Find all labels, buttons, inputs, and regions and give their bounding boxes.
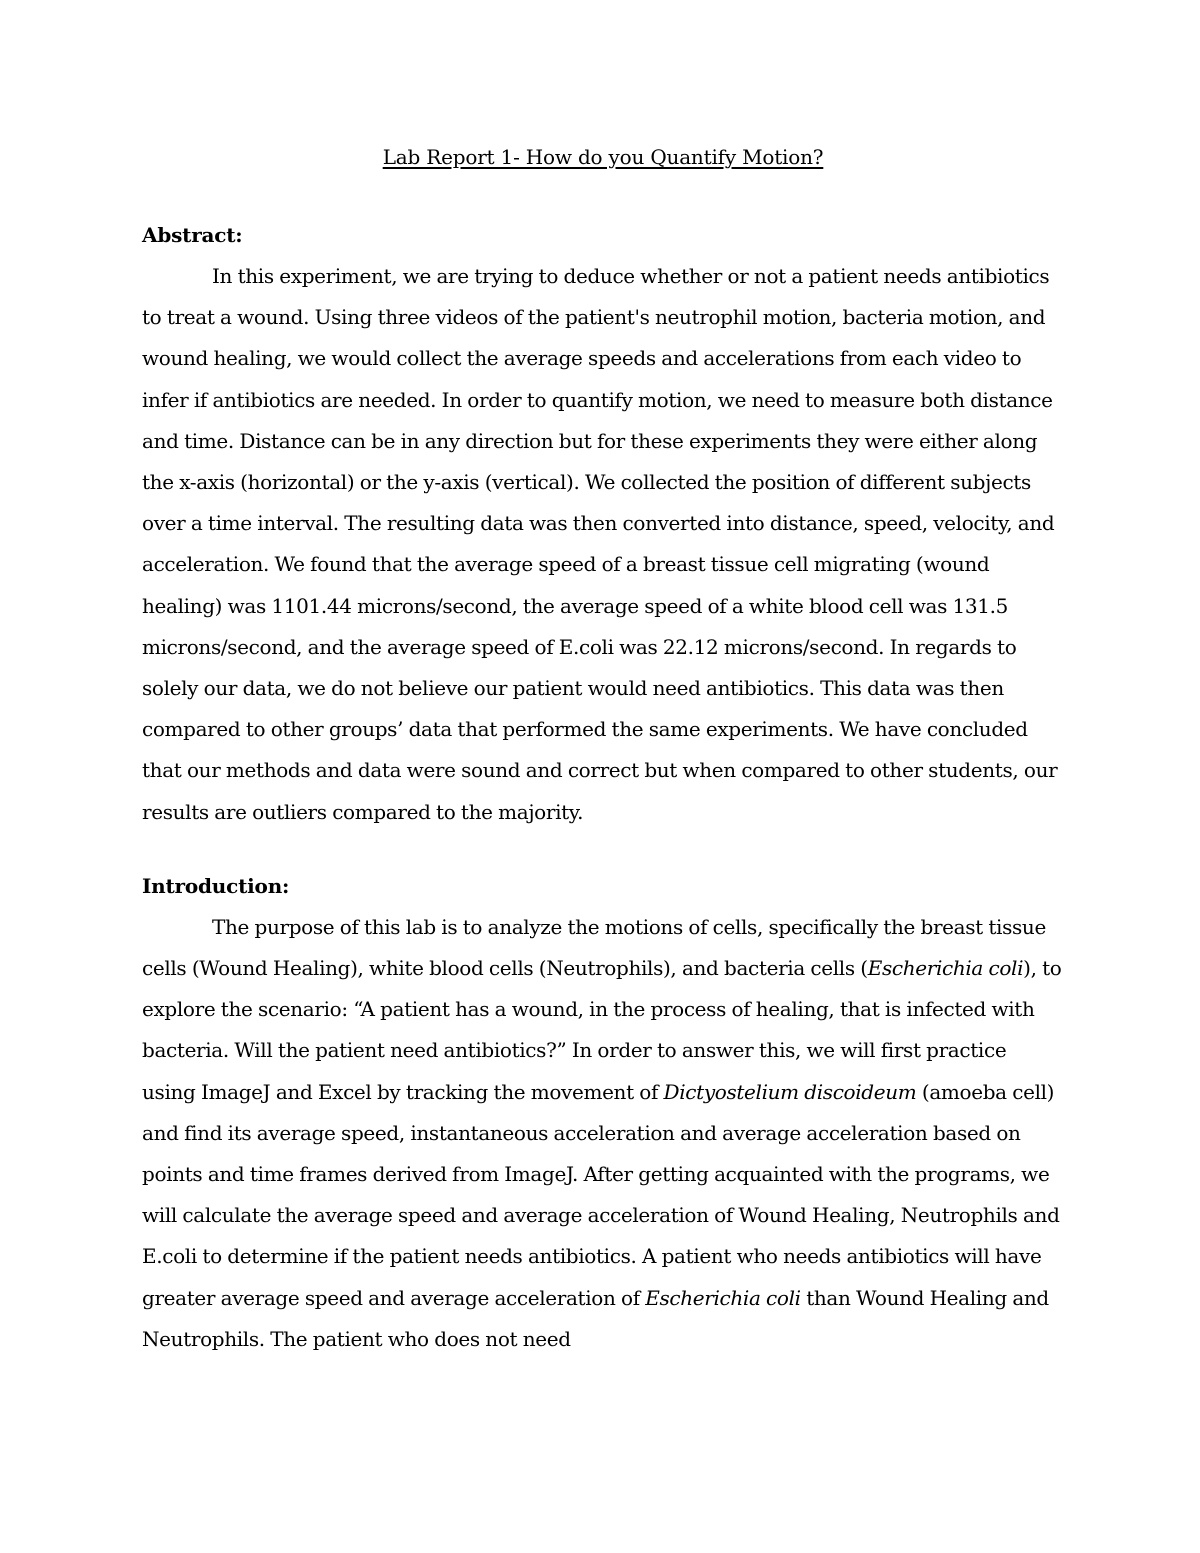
intro-text-3: (amoeba cell) and find its average speed, instantaneous acceleration and average acceleration based on points and time frames derived from ImageJ. After getting acquainted with the programs, we will calculate the average speed and average acceleration of Wound Healing, Neutrophils and E.coli to determine if the patient needs antibiotics. A patient who needs antibiotics will have greater average speed and average acceleration of: [142, 1079, 1060, 1310]
document-body: [142, 140, 1064, 1360]
introduction-paragraph: [142, 907, 1064, 1360]
spacer: [142, 174, 1064, 218]
intro-species-ecoli-2: Escherichia coli: [645, 1285, 801, 1310]
intro-text-4: than Wound Healing and Neutrophils. The patient who does not need: [142, 1285, 1049, 1351]
intro-species-ecoli: Escherichia coli: [867, 956, 1024, 981]
abstract-paragraph: In this experiment, we are trying to deduce whether or not a patient needs antibiotics to treat a wound. Using three videos of the patient's neutrophil motion, bacteria motion, and wound healing, we would collect the average speeds and accelerations from each video to infer if antibiotics are needed. In order to quantify motion, we need to measure both distance and time. Distance can be in any direction but for these experiments they were either along the x-axis (horizontal) or the y-axis (vertical). We collected the position of different subjects over a time interval. The resulting data was then converted into distance, speed, velocity, and acceleration. We found that the average speed of a breast tissue cell migrating (wound healing) was 1101.44 microns/second, the average speed of a white blood cell was 131.5 microns/second, and the average speed of E.coli was 22.12 microns/second. In regards to solely our data, we do not believe our patient would need antibiotics. This data was then compared to other groups’ data that performed the same experiments. We have concluded that our methods and data were sound and correct but when compared to other students, our results are outliers compared to the majority.: [142, 264, 1058, 824]
intro-text-2: ), to explore the scenario: “A patient has a wound, in the process of healing, that is infected with bacteria. Will the patient need antibiotics?” In order to answer this, we will first practice using ImageJ and Excel by tracking the movement of: [142, 956, 1062, 1104]
intro-species-dictyostelium: Dictyostelium discoideum: [663, 1079, 917, 1104]
spacer: [142, 833, 1064, 869]
introduction-heading: Introduction:: [142, 873, 290, 898]
abstract-heading: Abstract:: [142, 223, 243, 247]
document-title: Lab Report 1- How do you Quantify Motion?: [382, 145, 824, 169]
intro-text-1: The purpose of this lab is to analyze the motions of cells, specifically the breast tissue cells (Wound Healing), white blood cells (Neutrophils), and bacteria cells (: [142, 914, 1046, 981]
